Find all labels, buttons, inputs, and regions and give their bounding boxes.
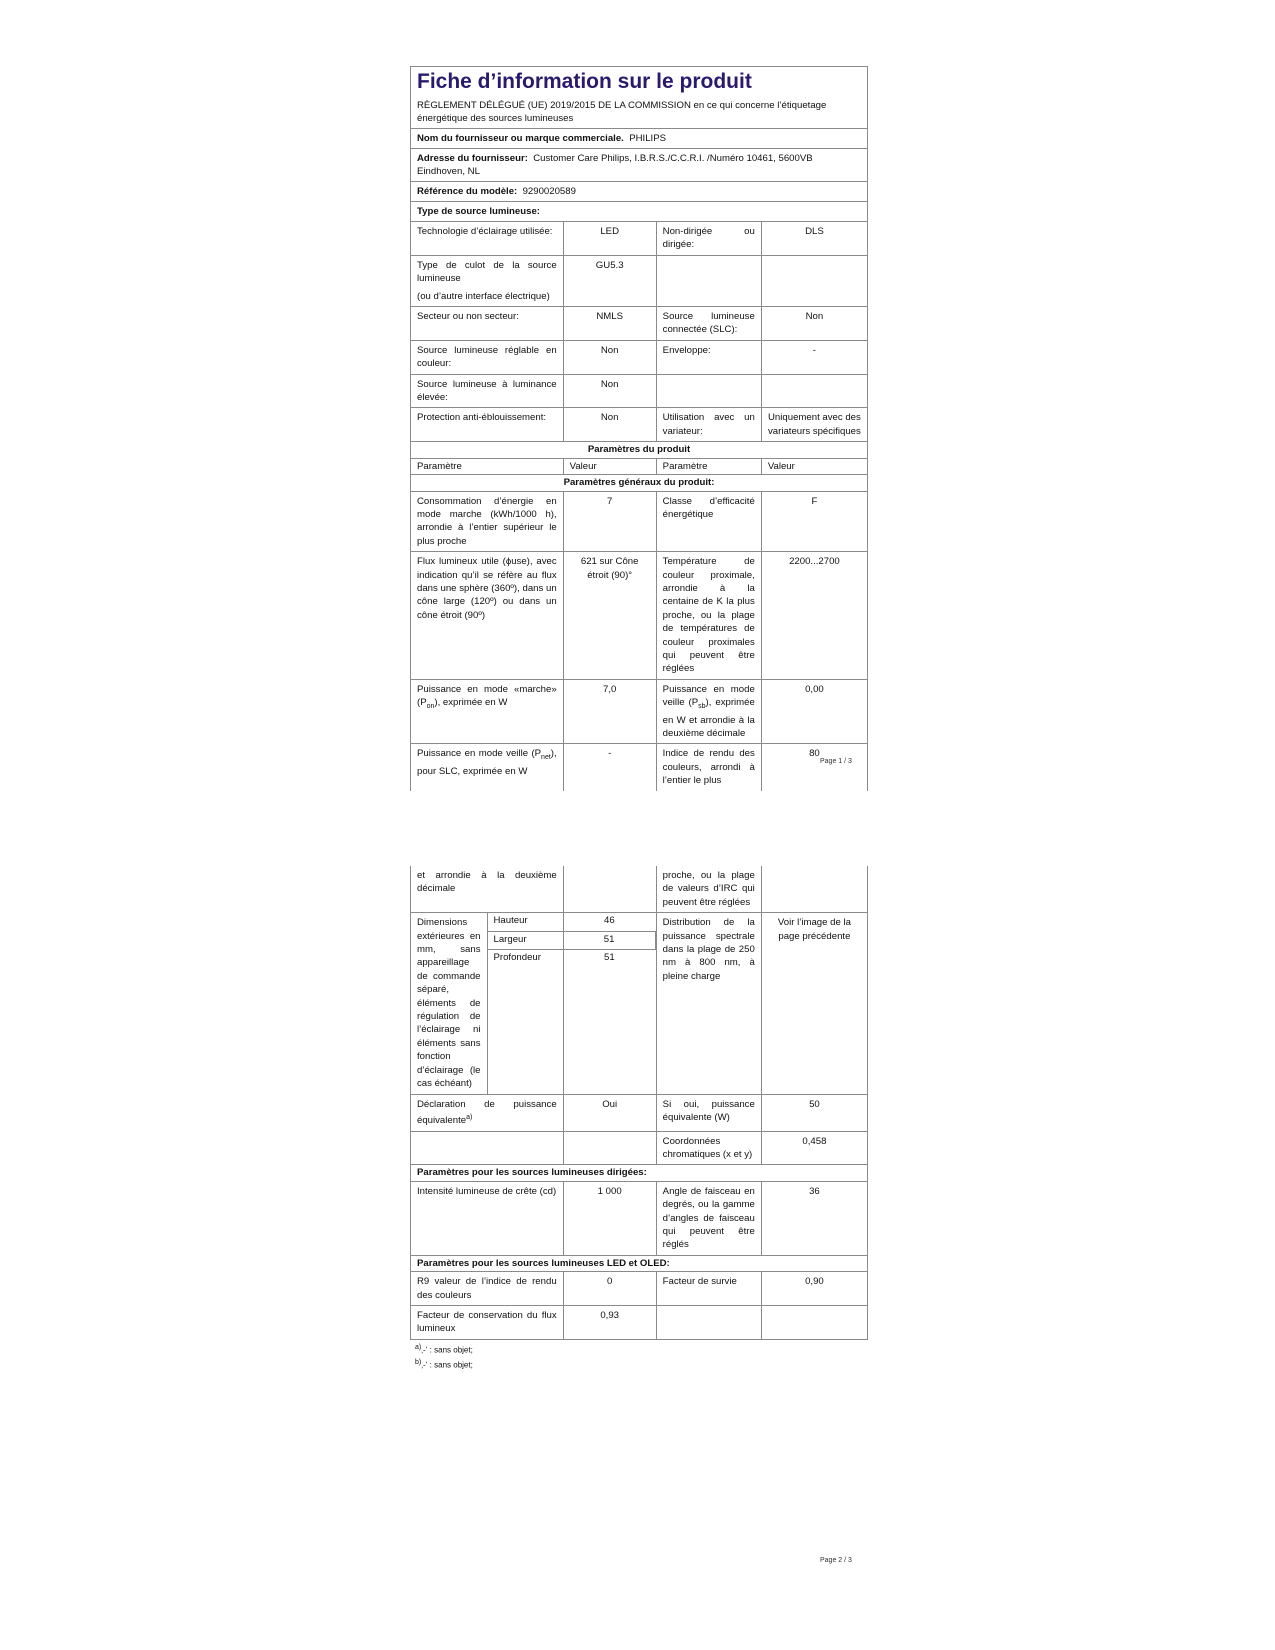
chroma-label: Coordonnées chromatiques (x et y): [656, 1131, 761, 1165]
cri-value-cont: [761, 866, 867, 913]
cri-label-cont: proche, ou la plage de valeurs d’IRC qui peuvent être réglées: [656, 866, 761, 913]
r9-label: R9 valeur de l’indice de rendu des couleurs: [411, 1272, 564, 1306]
type-label-2: Enveloppe:: [656, 340, 761, 374]
type-row: [411, 255, 868, 306]
type-value-2: -: [761, 340, 867, 374]
dim-value-depth: 51: [563, 950, 655, 968]
maintenance-empty-2: [761, 1305, 867, 1339]
type-row: [411, 340, 868, 374]
type-value-1: Non: [563, 340, 656, 374]
type-value-2: Uniquement avec des variateurs spécifiques: [761, 408, 867, 442]
equivalent-row: [411, 1094, 868, 1131]
type-row: [411, 222, 868, 256]
general-row: [411, 491, 868, 552]
power-net-label: Puissance en mode veille $(P_{net})$, pour SLC, exprimée en W: [411, 744, 564, 791]
type-value-2: DLS: [761, 222, 867, 256]
type-value-1: GU5.3: [563, 255, 656, 306]
survival-value: 0,90: [761, 1272, 867, 1306]
type-label-1: Technologie d’éclairage utilisée:: [411, 222, 564, 256]
supplier-line: [411, 128, 867, 148]
type-value-2: Non: [761, 307, 867, 341]
maintenance-value: 0,93: [563, 1305, 656, 1339]
type-label-note: (ou d’autre interface électrique): [417, 290, 550, 302]
col-value-1: Valeur: [563, 458, 656, 474]
spectral-value: Voir l’image de la page précédente: [761, 913, 867, 1094]
general-heading: Paramètres généraux du produit:: [411, 475, 868, 491]
type-value-1: NMLS: [563, 307, 656, 341]
general-label-2: Classe d’efficacité énergétique: [656, 491, 761, 552]
equivalent-power-label: Si oui, puissance équivalente (W): [656, 1094, 761, 1131]
r9-row: [411, 1272, 868, 1306]
params-columns-row: [411, 458, 868, 474]
general-row: [411, 552, 868, 680]
type-row: [411, 307, 868, 341]
spectral-label: Distribution de la puissance spectrale dans la plage de 250 nm à 800 nm, à pleine charge: [656, 913, 761, 1094]
chroma-empty-2: [563, 1131, 656, 1165]
params-heading: Paramètres du produit: [411, 442, 868, 458]
dim-value-height: 46: [563, 913, 655, 931]
power-sb-value: 0,00: [761, 679, 867, 744]
document-title: Fiche d’information sur le produit: [417, 70, 752, 93]
cri-value: 80: [761, 744, 867, 791]
product-table-page2: [410, 866, 868, 1340]
model-line: [411, 181, 867, 201]
col-param-2: Paramètre: [656, 458, 761, 474]
supplier-value: PHILIPS: [629, 133, 666, 144]
dim-name-width: Largeur: [487, 931, 563, 949]
type-value-1: Non: [563, 408, 656, 442]
type-label-1: Protection anti-éblouissement:: [411, 408, 564, 442]
page-1: [410, 66, 868, 791]
maintenance-label: Facteur de conservation du flux lumineux: [411, 1305, 564, 1339]
dimensions-label: Dimensions extérieures en mm, sans appareillage de commande séparé, éléments de régulation de l’éclairage ni éléments sans fonction d’éclairage (le cas échéant): [411, 913, 487, 1093]
maintenance-row: [411, 1305, 868, 1339]
type-value-1: LED: [563, 222, 656, 256]
general-label-1: Flux lumineux utile (ϕuse), avec indication qu’il se réfère au flux dans une sphère (360º), dans un cône large (120º) ou dans un cône étroit (90º): [411, 552, 564, 680]
power-on-label: Puissance en mode «marche» $(P_{on})$, exprimée en W: [411, 679, 564, 744]
led-heading: Paramètres pour les sources lumineuses LED et OLED:: [411, 1255, 868, 1271]
type-label-2: Utilisation avec un variateur:: [656, 408, 761, 442]
general-label-1: Consommation d’énergie en mode marche (kWh/1000 h), arrondie à l’entier supérieur le plus proche: [411, 491, 564, 552]
r9-value: 0: [563, 1272, 656, 1306]
intensity-value: 1 000: [563, 1181, 656, 1255]
directed-heading-row: [411, 1165, 868, 1181]
chroma-row: [411, 1131, 868, 1165]
general-heading-row: [411, 475, 868, 491]
dim-value-width: 51: [563, 931, 655, 949]
type-value-1: Non: [563, 374, 656, 408]
dim-name-depth: Profondeur: [487, 950, 563, 968]
page-number-1: Page 1 / 3: [820, 758, 852, 765]
type-value-2: [761, 374, 867, 408]
address-value: Customer Care Philips, I.B.R.S./C.C.R.I. /Numéro 10461, 5600VB Eindhoven, NL: [417, 153, 813, 177]
type-label-main: Type de culot de la source lumineuse: [417, 259, 557, 285]
type-label-1: Source lumineuse réglable en couleur:: [411, 340, 564, 374]
power-on-value: 7,0: [563, 679, 656, 744]
intensity-row: [411, 1181, 868, 1255]
beam-angle-label: Angle de faisceau en degrés, ou la gamme d’angles de faisceau qui peuvent être réglés: [656, 1181, 761, 1255]
address-label: Adresse du fournisseur:: [417, 153, 528, 164]
survival-label: Facteur de survie: [656, 1272, 761, 1306]
page-2: [410, 866, 868, 1373]
header-block: [410, 66, 868, 221]
product-table-page1: [410, 221, 868, 791]
regulation-text: RÈGLEMENT DÉLÉGUÉ (UE) 2019/2015 DE LA COMMISSION en ce qui concerne l’étiquetage énergétique des sources lumineuses: [417, 100, 827, 124]
dim-spacer-2: [563, 968, 655, 1094]
general-value-2: 2200...2700: [761, 552, 867, 680]
cri-label: Indice de rendu des couleurs, arrondi à l’entier le plus: [656, 744, 761, 791]
footnote-b: $^{b)}$‚-‘ : sans objet;: [415, 1359, 473, 1371]
general-value-2: F: [761, 491, 867, 552]
general-value-1: 7: [563, 491, 656, 552]
type-row: [411, 408, 868, 442]
intensity-label: Intensité lumineuse de crête (cd): [411, 1181, 564, 1255]
equivalent-power-value: 50: [761, 1094, 867, 1131]
footnotes: [410, 1340, 868, 1373]
type-label-2: Source lumineuse connectée (SLC):: [656, 307, 761, 341]
general-label-2: Température de couleur proximale, arrondie à la centaine de K la plus proche, ou la plage de températures de couleur proximales qui peuvent être réglées: [656, 552, 761, 680]
directed-heading: Paramètres pour les sources lumineuses dirigées:: [411, 1165, 868, 1181]
type-label-2: Non-dirigée ou dirigée:: [656, 222, 761, 256]
dim-spacer: [487, 968, 563, 1094]
col-value-2: Valeur: [761, 458, 867, 474]
model-value: 9290020589: [522, 186, 576, 197]
power-sb-label: Puissance en mode veille $(P_{sb})$, exprimée en W et arrondie à la deuxième décimale: [656, 679, 761, 744]
equivalent-value: Oui: [563, 1094, 656, 1131]
footnote-a: $^{a)}$‚-‘ : sans objet;: [415, 1343, 473, 1355]
type-value-2: [761, 255, 867, 306]
power-net-label-cont: et arrondie à la deuxième décimale: [411, 866, 564, 913]
power-net-value: -: [563, 744, 656, 791]
dim-name-height: Hauteur: [487, 913, 563, 931]
led-heading-row: [411, 1255, 868, 1271]
type-label-1: Source lumineuse à luminance élevée:: [411, 374, 564, 408]
power-net-value-cont: [563, 866, 656, 913]
chroma-value: 0,458: [761, 1131, 867, 1165]
equivalent-label: Déclaration de puissance équivalente$^{a)}$: [411, 1094, 564, 1131]
beam-angle-value: 36: [761, 1181, 867, 1255]
params-heading-row: [411, 442, 868, 458]
type-heading-text: Type de source lumineuse:: [417, 206, 540, 217]
page-number-2: Page 2 / 3: [820, 1557, 852, 1564]
model-label: Référence du modèle:: [417, 186, 518, 197]
dimensions-cell: [411, 913, 657, 1094]
col-param-1: Paramètre: [411, 458, 564, 474]
type-label-2: [656, 255, 761, 306]
address-line: [411, 148, 867, 181]
dimensions-row: [411, 913, 868, 1094]
type-heading: [411, 201, 867, 221]
type-row: [411, 374, 868, 408]
type-label-1: [411, 255, 564, 306]
dimensions-inner: [411, 913, 656, 1093]
type-label-2: [656, 374, 761, 408]
general-value-1: 621 sur Cône étroit (90)°: [563, 552, 656, 680]
maintenance-empty-1: [656, 1305, 761, 1339]
power-on-row: [411, 679, 868, 744]
chroma-empty-1: [411, 1131, 564, 1165]
supplier-label: Nom du fournisseur ou marque commerciale.: [417, 133, 624, 144]
power-net-continued-row: [411, 866, 868, 913]
power-net-row: [411, 744, 868, 791]
type-label-1: Secteur ou non secteur:: [411, 307, 564, 341]
